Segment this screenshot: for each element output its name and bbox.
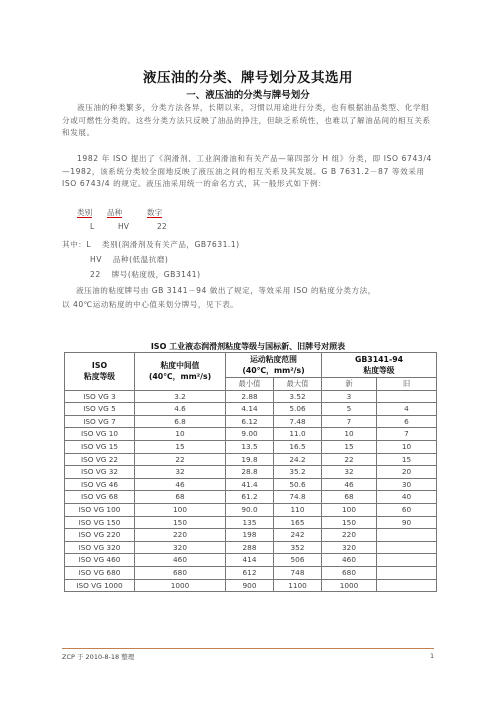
table-cell: 10	[322, 428, 377, 441]
table-cell: 9.00	[226, 428, 274, 441]
header-gb-grade: GB3141-94 粘度等级	[322, 353, 437, 378]
example-header-category: 类别	[77, 208, 93, 217]
table-cell: 220	[135, 529, 226, 542]
table-cell: 15	[322, 440, 377, 453]
table-cell: 460	[135, 554, 226, 567]
header-viscosity-range: 运动粘度范围 (40℃，mm²/s)	[226, 353, 322, 378]
subheader-old: 旧	[377, 378, 437, 391]
table-cell: ISO VG 68	[65, 491, 135, 504]
section-heading: 一、液压油的分类与牌号划分	[186, 90, 310, 101]
example-value-number: 22	[157, 222, 167, 231]
table-cell: 4	[377, 403, 437, 416]
table-cell	[377, 541, 437, 554]
table-cell: ISO VG 3	[65, 390, 135, 403]
table-row	[65, 440, 437, 453]
table-cell: 1100	[274, 579, 322, 592]
table-cell: 68	[322, 491, 377, 504]
table-row	[65, 390, 437, 403]
table-cell: 13.5	[226, 440, 274, 453]
table-cell: 6	[377, 415, 437, 428]
subheader-min: 最小值	[226, 378, 274, 391]
table-cell: 100	[135, 503, 226, 516]
table-cell	[377, 554, 437, 567]
table-cell: 4.14	[226, 403, 274, 416]
table-cell: 16.5	[274, 440, 322, 453]
example-header-number: 数字	[147, 208, 163, 217]
table-cell: 680	[322, 566, 377, 579]
table-cell: 135	[226, 516, 274, 529]
table-row	[65, 491, 437, 504]
table-cell: 74.8	[274, 491, 322, 504]
table-cell: 32	[135, 466, 226, 479]
footer-note: ZCP 于 2010-8-18 整理	[62, 653, 135, 661]
table-cell	[377, 529, 437, 542]
table-row	[65, 503, 437, 516]
table-cell: 220	[322, 529, 377, 542]
table-cell: ISO VG 100	[65, 503, 135, 516]
table-cell: 60	[377, 503, 437, 516]
table-cell: 1000	[135, 579, 226, 592]
table-cell: 46	[135, 478, 226, 491]
table-cell: 15	[377, 453, 437, 466]
table-cell: 22	[135, 453, 226, 466]
example-value-category: L	[90, 222, 95, 231]
table-row	[65, 478, 437, 491]
table-cell: 3.2	[135, 390, 226, 403]
table-row	[65, 428, 437, 441]
table-cell	[377, 566, 437, 579]
table-cell: 414	[226, 554, 274, 567]
example-value-variety: HV	[118, 222, 129, 231]
table-cell: 10	[377, 440, 437, 453]
table-row	[65, 453, 437, 466]
table-cell: 320	[135, 541, 226, 554]
table-cell: 2.88	[226, 390, 274, 403]
page-number: 1	[430, 652, 435, 660]
table-cell: 150	[322, 516, 377, 529]
table-row	[65, 554, 437, 567]
table-cell: 7.48	[274, 415, 322, 428]
subheader-max: 最大值	[274, 378, 322, 391]
table-cell: 5.06	[274, 403, 322, 416]
table-cell: 30	[377, 478, 437, 491]
table-cell: ISO VG 220	[65, 529, 135, 542]
table-cell: 3	[322, 390, 377, 403]
table-cell: 15	[135, 440, 226, 453]
table-cell: 41.4	[226, 478, 274, 491]
table-row	[65, 541, 437, 554]
table-cell: 19.8	[226, 453, 274, 466]
table-cell: 748	[274, 566, 322, 579]
table-cell: ISO VG 320	[65, 541, 135, 554]
table-cell: 90	[377, 516, 437, 529]
table-cell: 90.0	[226, 503, 274, 516]
table-cell: ISO VG 22	[65, 453, 135, 466]
table-cell: ISO VG 15	[65, 440, 135, 453]
table-cell: 6.8	[135, 415, 226, 428]
table-cell: 352	[274, 541, 322, 554]
table-cell: ISO VG 46	[65, 478, 135, 491]
paragraph-1: 液压油的种类繁多，分类方法各异，长期以来，习惯以用途进行分类，也有根据油品类型、化学组分或可燃性分类的。这些分类方法只反映了油品的挣注，但缺乏系统性，也难以了解油品间的相互关系和发展。	[62, 103, 431, 138]
table-cell: ISO VG 7	[65, 415, 135, 428]
table-cell: 110	[274, 503, 322, 516]
table-row	[65, 403, 437, 416]
viscosity-table	[64, 352, 437, 592]
footer-divider	[62, 648, 434, 649]
table-row	[65, 466, 437, 479]
table-cell: 35.2	[274, 466, 322, 479]
table-cell: 288	[226, 541, 274, 554]
paragraph-3-line-2: 以 40℃运动粘度的中心值来划分牌号，见下表。	[62, 300, 239, 309]
table-cell: 22	[322, 453, 377, 466]
table-cell: 32	[322, 466, 377, 479]
table-cell: ISO VG 1000	[65, 579, 135, 592]
note-line-2: HV 品种(低温抗磨)	[90, 255, 169, 264]
table-row	[65, 516, 437, 529]
table-cell: 10	[135, 428, 226, 441]
table-row	[65, 529, 437, 542]
table-cell: 11.0	[274, 428, 322, 441]
table-cell: 198	[226, 529, 274, 542]
table-row	[65, 566, 437, 579]
table-cell: 68	[135, 491, 226, 504]
table-cell: 46	[322, 478, 377, 491]
table-cell: 61.2	[226, 491, 274, 504]
document-title: 液压油的分类、牌号划分及其选用	[143, 70, 353, 86]
table-cell: 7	[322, 415, 377, 428]
table-row	[65, 415, 437, 428]
table-cell: 320	[322, 541, 377, 554]
example-header-variety: 品种	[107, 208, 123, 217]
table-cell: 6.12	[226, 415, 274, 428]
table-cell: 100	[322, 503, 377, 516]
table-cell: 1000	[322, 579, 377, 592]
table-cell: 3.52	[274, 390, 322, 403]
table-cell: 7	[377, 428, 437, 441]
table-caption: ISO 工业液态润滑剂粘度等级与国标新、旧牌号对照表	[150, 342, 346, 351]
table-cell: ISO VG 10	[65, 428, 135, 441]
table-cell: 5	[322, 403, 377, 416]
table-cell: 40	[377, 491, 437, 504]
table-cell: 165	[274, 516, 322, 529]
table-cell: ISO VG 32	[65, 466, 135, 479]
paragraph-3-line-1: 液压油的粘度牌号由 GB 3141－94 做出了规定，等效采用 ISO 的粘度分类方法，	[76, 286, 376, 295]
table-cell: 612	[226, 566, 274, 579]
table-cell: ISO VG 680	[65, 566, 135, 579]
table-cell: 900	[226, 579, 274, 592]
table-cell: 150	[135, 516, 226, 529]
table-cell	[377, 579, 437, 592]
table-cell: 50.6	[274, 478, 322, 491]
paragraph-2: 1982 年 ISO 提出了《润滑剂、工业润滑油和有关产品—第四部分 H 组》分类，即 ISO 6743/4—1982，该系统分类较全面地反映了液压油之间的相互关系及其发展。G B 7631.2－87 等效采用 ISO 6743/4 的规定。液压油采用统一的命名方式，其一般形式如下例：	[62, 154, 432, 189]
table-cell: 28.8	[226, 466, 274, 479]
table-cell: 506	[274, 554, 322, 567]
table-cell: ISO VG 460	[65, 554, 135, 567]
header-mid-viscosity: 粘度中间值 (40℃，mm²/s)	[135, 353, 226, 391]
table-cell: 680	[135, 566, 226, 579]
table-row	[65, 579, 437, 592]
table-cell: 460	[322, 554, 377, 567]
table-cell: 242	[274, 529, 322, 542]
table-cell: 24.2	[274, 453, 322, 466]
note-line-1: 其中：L 类别(润滑剂及有关产品，GB7631.1)	[62, 240, 240, 249]
table-cell: 4.6	[135, 403, 226, 416]
subheader-new: 新	[322, 378, 377, 391]
header-iso-grade: ISO 粘度等级	[65, 353, 135, 391]
table-cell: ISO VG 150	[65, 516, 135, 529]
table-cell	[377, 390, 437, 403]
table-cell: 20	[377, 466, 437, 479]
note-line-3: 22 牌号(粘度级，GB3141)	[90, 270, 201, 279]
table-cell: ISO VG 5	[65, 403, 135, 416]
